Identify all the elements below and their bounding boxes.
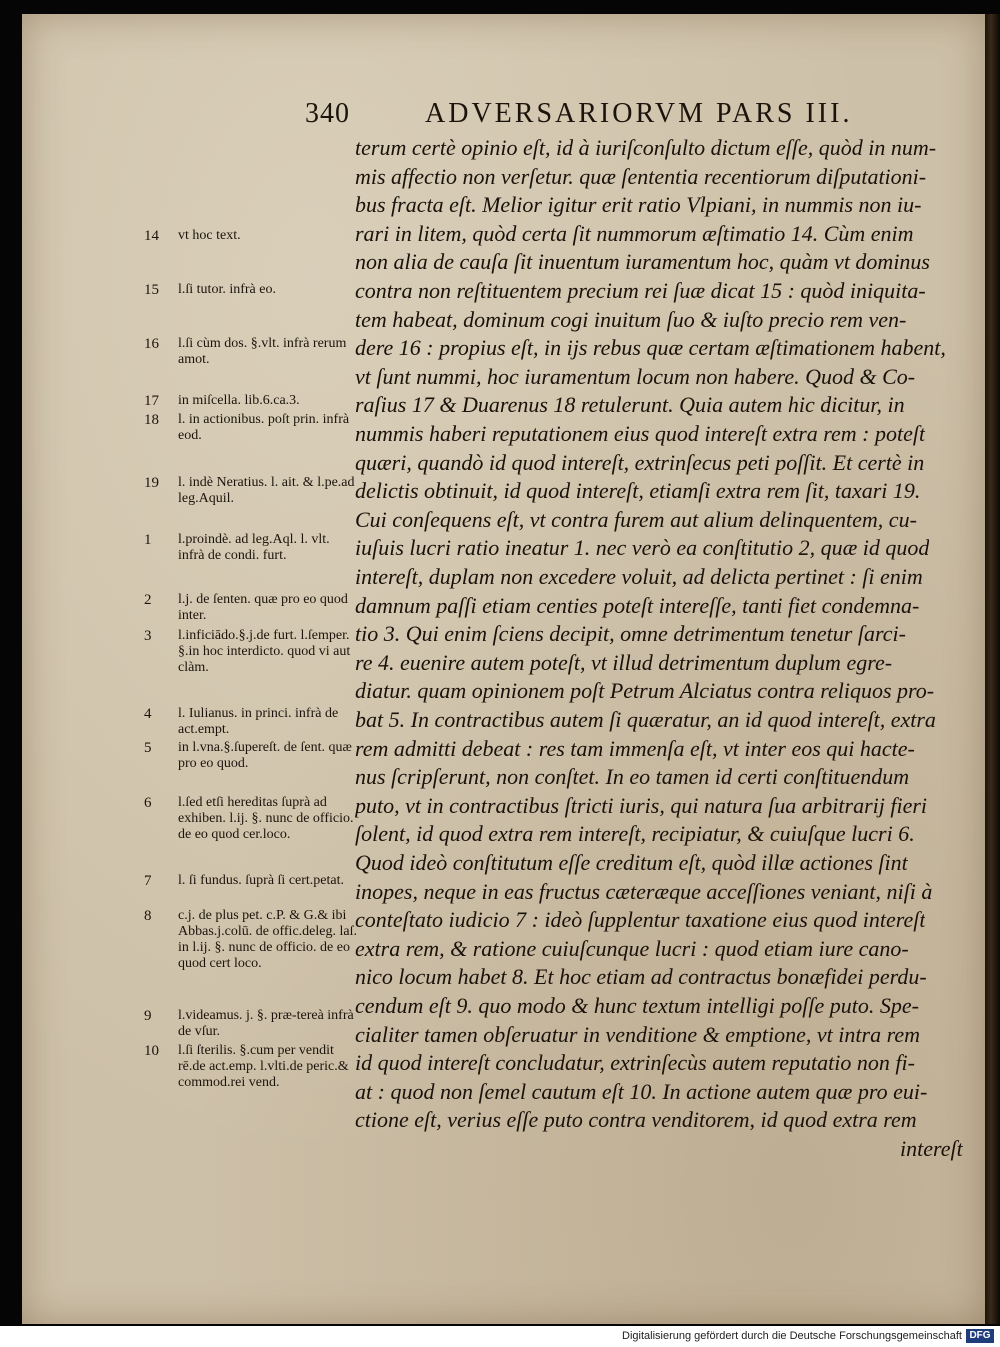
margin-note-number: 9 [144, 1008, 152, 1024]
margin-note-number: 5 [144, 740, 152, 756]
body-line: diatur. quam opinionem poſt Petrum Alciatus contra reliquos pro- [355, 678, 935, 704]
margin-note-number: 3 [144, 628, 152, 644]
body-line: tio 3. Qui enim ſciens decipit, omne detrimentum tenetur ſarci- [355, 621, 906, 647]
body-line: iuſuis lucri ratio ineatur 1. nec verò ea conſtitutio 2, quæ id quod [355, 535, 930, 561]
margin-note-text: l.ſi tutor. infrà eo. [178, 282, 276, 297]
body-line: dere 16 : propius eſt, in ijs rebus quæ certam æſtimationem habent, [355, 335, 946, 361]
margin-note-text: l.proindè. ad leg.Aql. l. vlt. infrà de condi. furt. [178, 532, 330, 563]
body-line: ſolent, id quod extra rem intereſt, recipiatur, & cuiuſque lucri 6. [355, 821, 915, 847]
body-line: puto, vt in contractibus ſtricti iuris, qui natura ſua arbitrarij fieri [355, 792, 928, 818]
margin-note-number: 4 [144, 706, 152, 722]
body-line: tem habeat, dominum cogi inuitum ſuo & iuſto precio rem ven- [355, 306, 907, 332]
margin-note-number: 6 [144, 795, 152, 811]
margin-note-number: 19 [144, 475, 159, 491]
margin-note-number: 1 [144, 532, 152, 548]
body-line: rari in litem, quòd certa ſit nummorum æſtimatio 14. Cùm enim [355, 220, 914, 246]
body-line: bat 5. In contractibus autem ſi quæratur, an id quod intereſt, extra [355, 707, 936, 732]
body-line: id quod intereſt concludatur, extrinſecùs autem reputatio non fi- [355, 1050, 915, 1076]
body-line: Quod ideò conſtitutum eſſe creditum eſt, quòd illæ actiones ſint [355, 850, 908, 875]
margin-note-text: l. ſi fundus. ſuprà ſi cert.petat. [178, 873, 345, 888]
margin-note-text: l.videamus. j. §. præ-tereà infrà de vſur. [178, 1008, 354, 1039]
body-line: damnum paſſi etiam centies poteſt intereſſe, tanti fiet condemna- [355, 592, 920, 618]
margin-note-text: l. Iulianus. in princi. infrà de act.empt. [178, 706, 339, 737]
body-line: raſius 17 & Duarenus 18 retulerunt. Quia autem hic dicitur, in [355, 392, 905, 418]
running-title: ADVERSARIORVM PARS III. [425, 98, 853, 129]
body-line: mis affectio non verſetur. quæ ſententia recentiorum diſputationi- [355, 163, 927, 189]
footer-bar [0, 1326, 1000, 1347]
body-line: extra rem, & ratione cuiuſcunque lucri : quod etiam iure cano- [355, 935, 909, 961]
page-number: 340 [305, 98, 350, 129]
body-line: cendum eſt 9. quo modo & hunc textum intelligi poſſe puto. Spe- [355, 993, 919, 1018]
body-line: bus fracta eſt. Melior igitur erit ratio Vlpiani, in nummis non iu- [355, 192, 922, 218]
body-line: inopes, neque in eas fructus cæteræque acceſſiones veniant, niſi à [355, 878, 933, 904]
margin-note-text: vt hoc text. [178, 228, 241, 243]
body-line: nus ſcripſerunt, non conſtet. In eo tamen id certi conſtituendum [355, 764, 910, 790]
margin-note-text: in miſcella. lib.6.ca.3. [178, 393, 300, 408]
body-line: nummis haberi reputationem eius quod intereſt extra rem : poteſt [355, 421, 926, 446]
body-line: ctione eſt, verius eſſe puto contra venditorem, id quod extra rem [355, 1107, 917, 1133]
margin-note-text: l.j. de ſenten. quæ pro eo quod inter. [178, 592, 348, 623]
margin-note-text: in l.vna.§.ſupereſt. de ſent. quæ pro eo quod. [178, 740, 352, 771]
body-line: contra non reſtituentem precium rei ſuæ dicat 15 : quòd iniquita- [355, 278, 926, 303]
dfg-logo-icon: DFG [966, 1329, 994, 1343]
margin-note-number: 14 [144, 228, 159, 244]
body-line: at : quod non ſemel cautum eſt 10. In actione autem quæ pro eui- [355, 1078, 928, 1104]
margin-note-text: l.ſed etſi hereditas ſuprà ad exhiben. l.ij. §. nunc de officio. de eo quod cer.loco. [178, 795, 354, 842]
margin-note-number: 8 [144, 908, 152, 924]
margin-note-number: 7 [144, 873, 152, 889]
margin-note-number: 10 [144, 1043, 159, 1059]
margin-note-text: l. indè Neratius. l. ait. & l.pe.ad leg.Aquil. [178, 475, 355, 506]
body-line: re 4. euenire autem poteſt, vt illud detrimentum duplum egre- [355, 649, 893, 675]
margin-note-text: l.inficiādo.§.j.de furt. l.ſemper. §.in hoc interdicto. quod vi aut clàm. [178, 628, 351, 675]
body-line: rem admitti debeat : res tam immenſa eſt, vt inter eos qui hacte- [355, 735, 915, 761]
margin-note-text: l.ſi ſterilis. §.cum per vendit rē.de act.emp. l.vlti.de peric.& commod.rei vend. [178, 1043, 349, 1090]
margin-note-number: 2 [144, 592, 152, 608]
body-line: intereſt, duplam non excedere voluit, ad delicta pertinet : ſi enim [355, 564, 923, 589]
margin-note-number: 18 [144, 412, 159, 428]
page-edge-shadow [985, 14, 1000, 1324]
running-head [305, 98, 955, 138]
margin-note-text: l. in actionibus. poſt prin. infrà eod. [178, 412, 350, 443]
body-line: intereſt [900, 1136, 963, 1161]
show-through-bleed [130, 135, 360, 205]
margin-note-number: 15 [144, 282, 159, 298]
body-line: conteſtato iudicio 7 : ideò ſupplentur taxatione eius quod intereſt [355, 907, 926, 933]
body-line: nico locum habet 8. Et hoc etiam ad contractus bonæfidei perdu- [355, 964, 927, 990]
body-line: terum certè opinio eſt, id à iuriſconſulto dictum eſſe, quòd in num- [355, 135, 937, 160]
body-line: delictis obtinuit, id quod intereſt, etiamſi extra rem ſit, taxari 19. [355, 478, 921, 504]
footer-credit: Digitalisierung gefördert durch die Deutsche Forschungsgemeinschaft [622, 1330, 962, 1342]
margin-note-text: c.j. de plus pet. c.P. & G.& ibi Abbas.j.colū. de offic.deleg. laſ. in l.ij. §. nunc de officio. de eo quod cert loco. [178, 908, 357, 971]
body-line: quæri, quandò id quod intereſt, extrinſecus peti poſſit. Et certè in [355, 449, 925, 475]
margin-note-number: 16 [144, 336, 159, 352]
margin-note-text: l.ſi cùm dos. §.vlt. infrà rerum amot. [178, 336, 347, 367]
body-line: Cui conſequens eſt, vt contra furem aut alium delinquentem, cu- [355, 506, 917, 532]
body-line: cialiter tamen obſeruatur in venditione & emptione, vt intra rem [355, 1021, 920, 1047]
body-line: non alia de cauſa ſit inuentum iuramentum hoc, quàm vt dominus [355, 249, 930, 275]
body-line: vt ſunt nummi, hoc iuramentum locum non habere. Quod & Co- [355, 363, 916, 389]
margin-note-number: 17 [144, 393, 159, 409]
